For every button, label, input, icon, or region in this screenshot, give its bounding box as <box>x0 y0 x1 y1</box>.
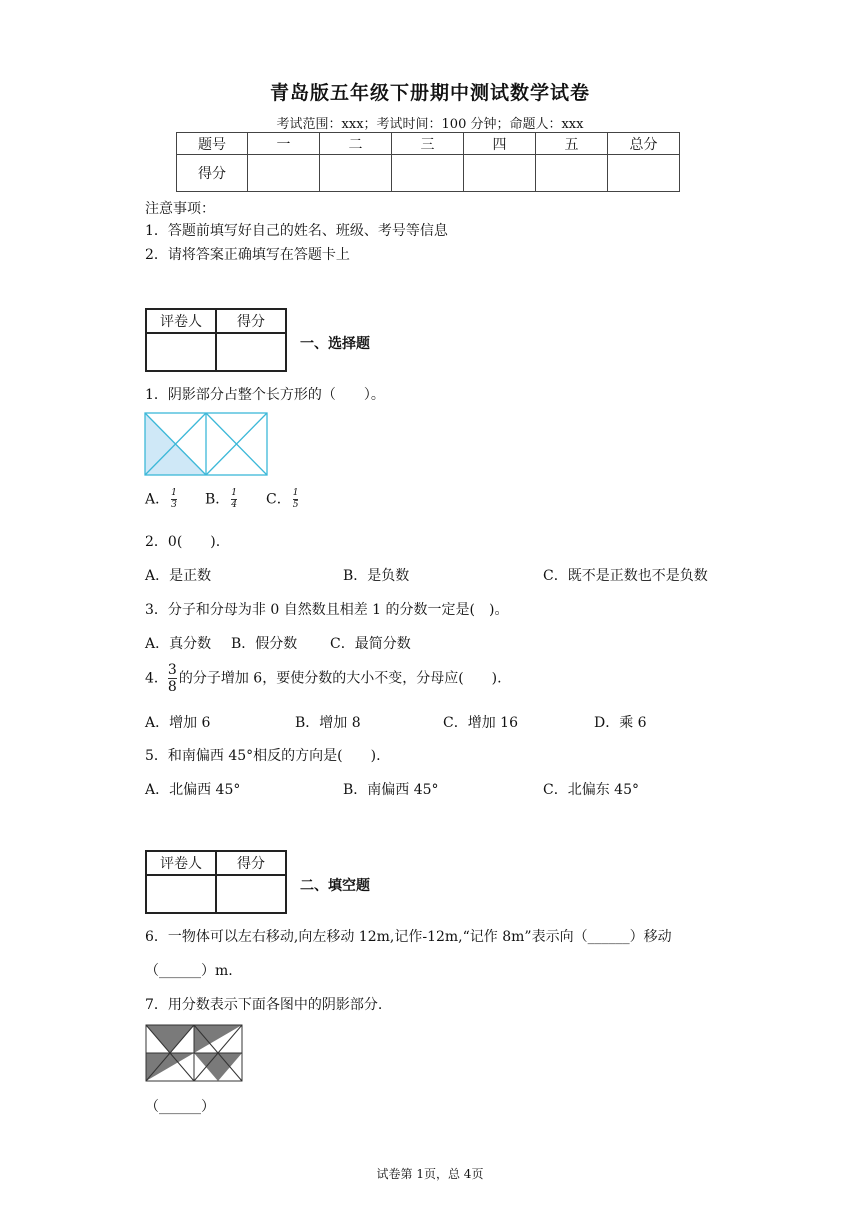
option-label: A． <box>145 491 170 508</box>
fraction <box>293 488 299 511</box>
score-cell[interactable] <box>248 155 320 192</box>
option-c[interactable] <box>266 488 300 511</box>
score-header-cell: 一 <box>248 133 320 155</box>
question-4 <box>145 662 502 695</box>
option-b[interactable]: B．南偏西 45° <box>343 782 439 798</box>
score-row-label: 得分 <box>177 155 248 192</box>
note-item: 1．答题前填写好自己的姓名、班级、考号等信息 <box>145 223 448 239</box>
page-footer: 试卷第 1页，总 4页 <box>376 1167 484 1181</box>
score-cell[interactable] <box>392 155 464 192</box>
numerator: 1 <box>231 488 238 498</box>
fraction <box>168 662 177 695</box>
option-c[interactable]: C．既不是正数也不是负数 <box>543 568 708 584</box>
rectangle-figure <box>144 412 268 476</box>
denominator: 3 <box>171 500 177 510</box>
option-label: C． <box>266 491 291 508</box>
notes-heading: 注意事项： <box>145 201 215 217</box>
question-3: 3．分子和分母为非 0 自然数且相差 1 的分数一定是( )。 <box>145 602 509 618</box>
denominator: 4 <box>231 500 238 510</box>
shaded-triangle-top-right <box>194 1025 242 1053</box>
grader-cell[interactable] <box>146 875 216 913</box>
numerator: 3 <box>167 662 177 678</box>
question-1: 1．阴影部分占整个长方形的（ ）。 <box>145 387 385 403</box>
grader-score-label: 得分 <box>216 851 286 875</box>
score-cell[interactable] <box>320 155 392 192</box>
score-header-cell: 总分 <box>608 133 680 155</box>
score-header-cell: 四 <box>464 133 536 155</box>
page-title: 青岛版五年级下册期中测试数学试卷 <box>269 82 590 104</box>
score-cell[interactable] <box>608 155 680 192</box>
question-text: 的分子增加 6，要使分数的大小不变，分母应( ). <box>178 670 502 687</box>
score-header-cell: 三 <box>392 133 464 155</box>
question-number: 4． <box>145 670 168 687</box>
shaded-triangle-top <box>146 1025 194 1053</box>
shaded-figure <box>145 1024 243 1082</box>
denominator: 5 <box>292 500 299 510</box>
option-a[interactable]: A．真分数 <box>145 636 212 652</box>
grader-label: 评卷人 <box>146 851 216 875</box>
fraction <box>171 488 177 511</box>
section-title: 二、填空题 <box>300 878 370 894</box>
option-a[interactable]: A．北偏西 45° <box>145 782 241 798</box>
score-table-row <box>177 155 680 192</box>
exam-info: 考试范围：xxx；考试时间：100 分钟；命题人：xxx <box>276 117 584 132</box>
numerator: 1 <box>171 488 177 498</box>
score-table-header <box>177 133 680 155</box>
score-header-cell: 二 <box>320 133 392 155</box>
grader-box <box>145 308 287 372</box>
grader-box <box>145 850 287 914</box>
question-7: 7．用分数表示下面各图中的阴影部分. <box>145 997 383 1013</box>
question-6: 6．一物体可以左右移动,向左移动 12m,记作-12m,“记作 8m”表示向（______）移动 <box>145 929 672 945</box>
option-b[interactable] <box>205 488 239 511</box>
option-c[interactable]: C．最简分数 <box>330 636 411 652</box>
shaded-triangle-bottom-right <box>194 1053 242 1081</box>
numerator: 1 <box>292 488 299 498</box>
option-b[interactable]: B．是负数 <box>343 568 410 584</box>
option-b[interactable]: B．增加 8 <box>295 715 361 731</box>
question-6-cont: （______）m. <box>145 963 233 979</box>
grader-score-cell[interactable] <box>216 875 286 913</box>
section-title: 一、选择题 <box>300 336 370 352</box>
denominator: 8 <box>167 679 177 695</box>
question-2: 2．0( ). <box>145 534 221 550</box>
note-item: 2．请将答案正确填写在答题卡上 <box>145 247 350 263</box>
shaded-triangle-bottom-left <box>146 1053 194 1081</box>
answer-blank[interactable]: （______） <box>145 1099 215 1115</box>
option-a[interactable]: A．是正数 <box>145 568 212 584</box>
grader-score-cell[interactable] <box>216 333 286 371</box>
question-5: 5．和南偏西 45°相反的方向是( ). <box>145 748 381 764</box>
option-label: B． <box>205 491 230 508</box>
score-cell[interactable] <box>464 155 536 192</box>
score-header-cell: 五 <box>536 133 608 155</box>
option-b[interactable]: B．假分数 <box>231 636 298 652</box>
score-cell[interactable] <box>536 155 608 192</box>
option-d[interactable]: D．乘 6 <box>594 715 647 731</box>
option-c[interactable]: C．北偏东 45° <box>543 782 639 798</box>
fraction <box>231 488 237 511</box>
grader-label: 评卷人 <box>146 309 216 333</box>
option-a[interactable]: A．增加 6 <box>145 715 211 731</box>
score-header-cell: 题号 <box>177 133 248 155</box>
option-a[interactable] <box>145 488 179 511</box>
grader-cell[interactable] <box>146 333 216 371</box>
score-table <box>176 132 680 192</box>
option-c[interactable]: C．增加 16 <box>443 715 518 731</box>
grader-score-label: 得分 <box>216 309 286 333</box>
